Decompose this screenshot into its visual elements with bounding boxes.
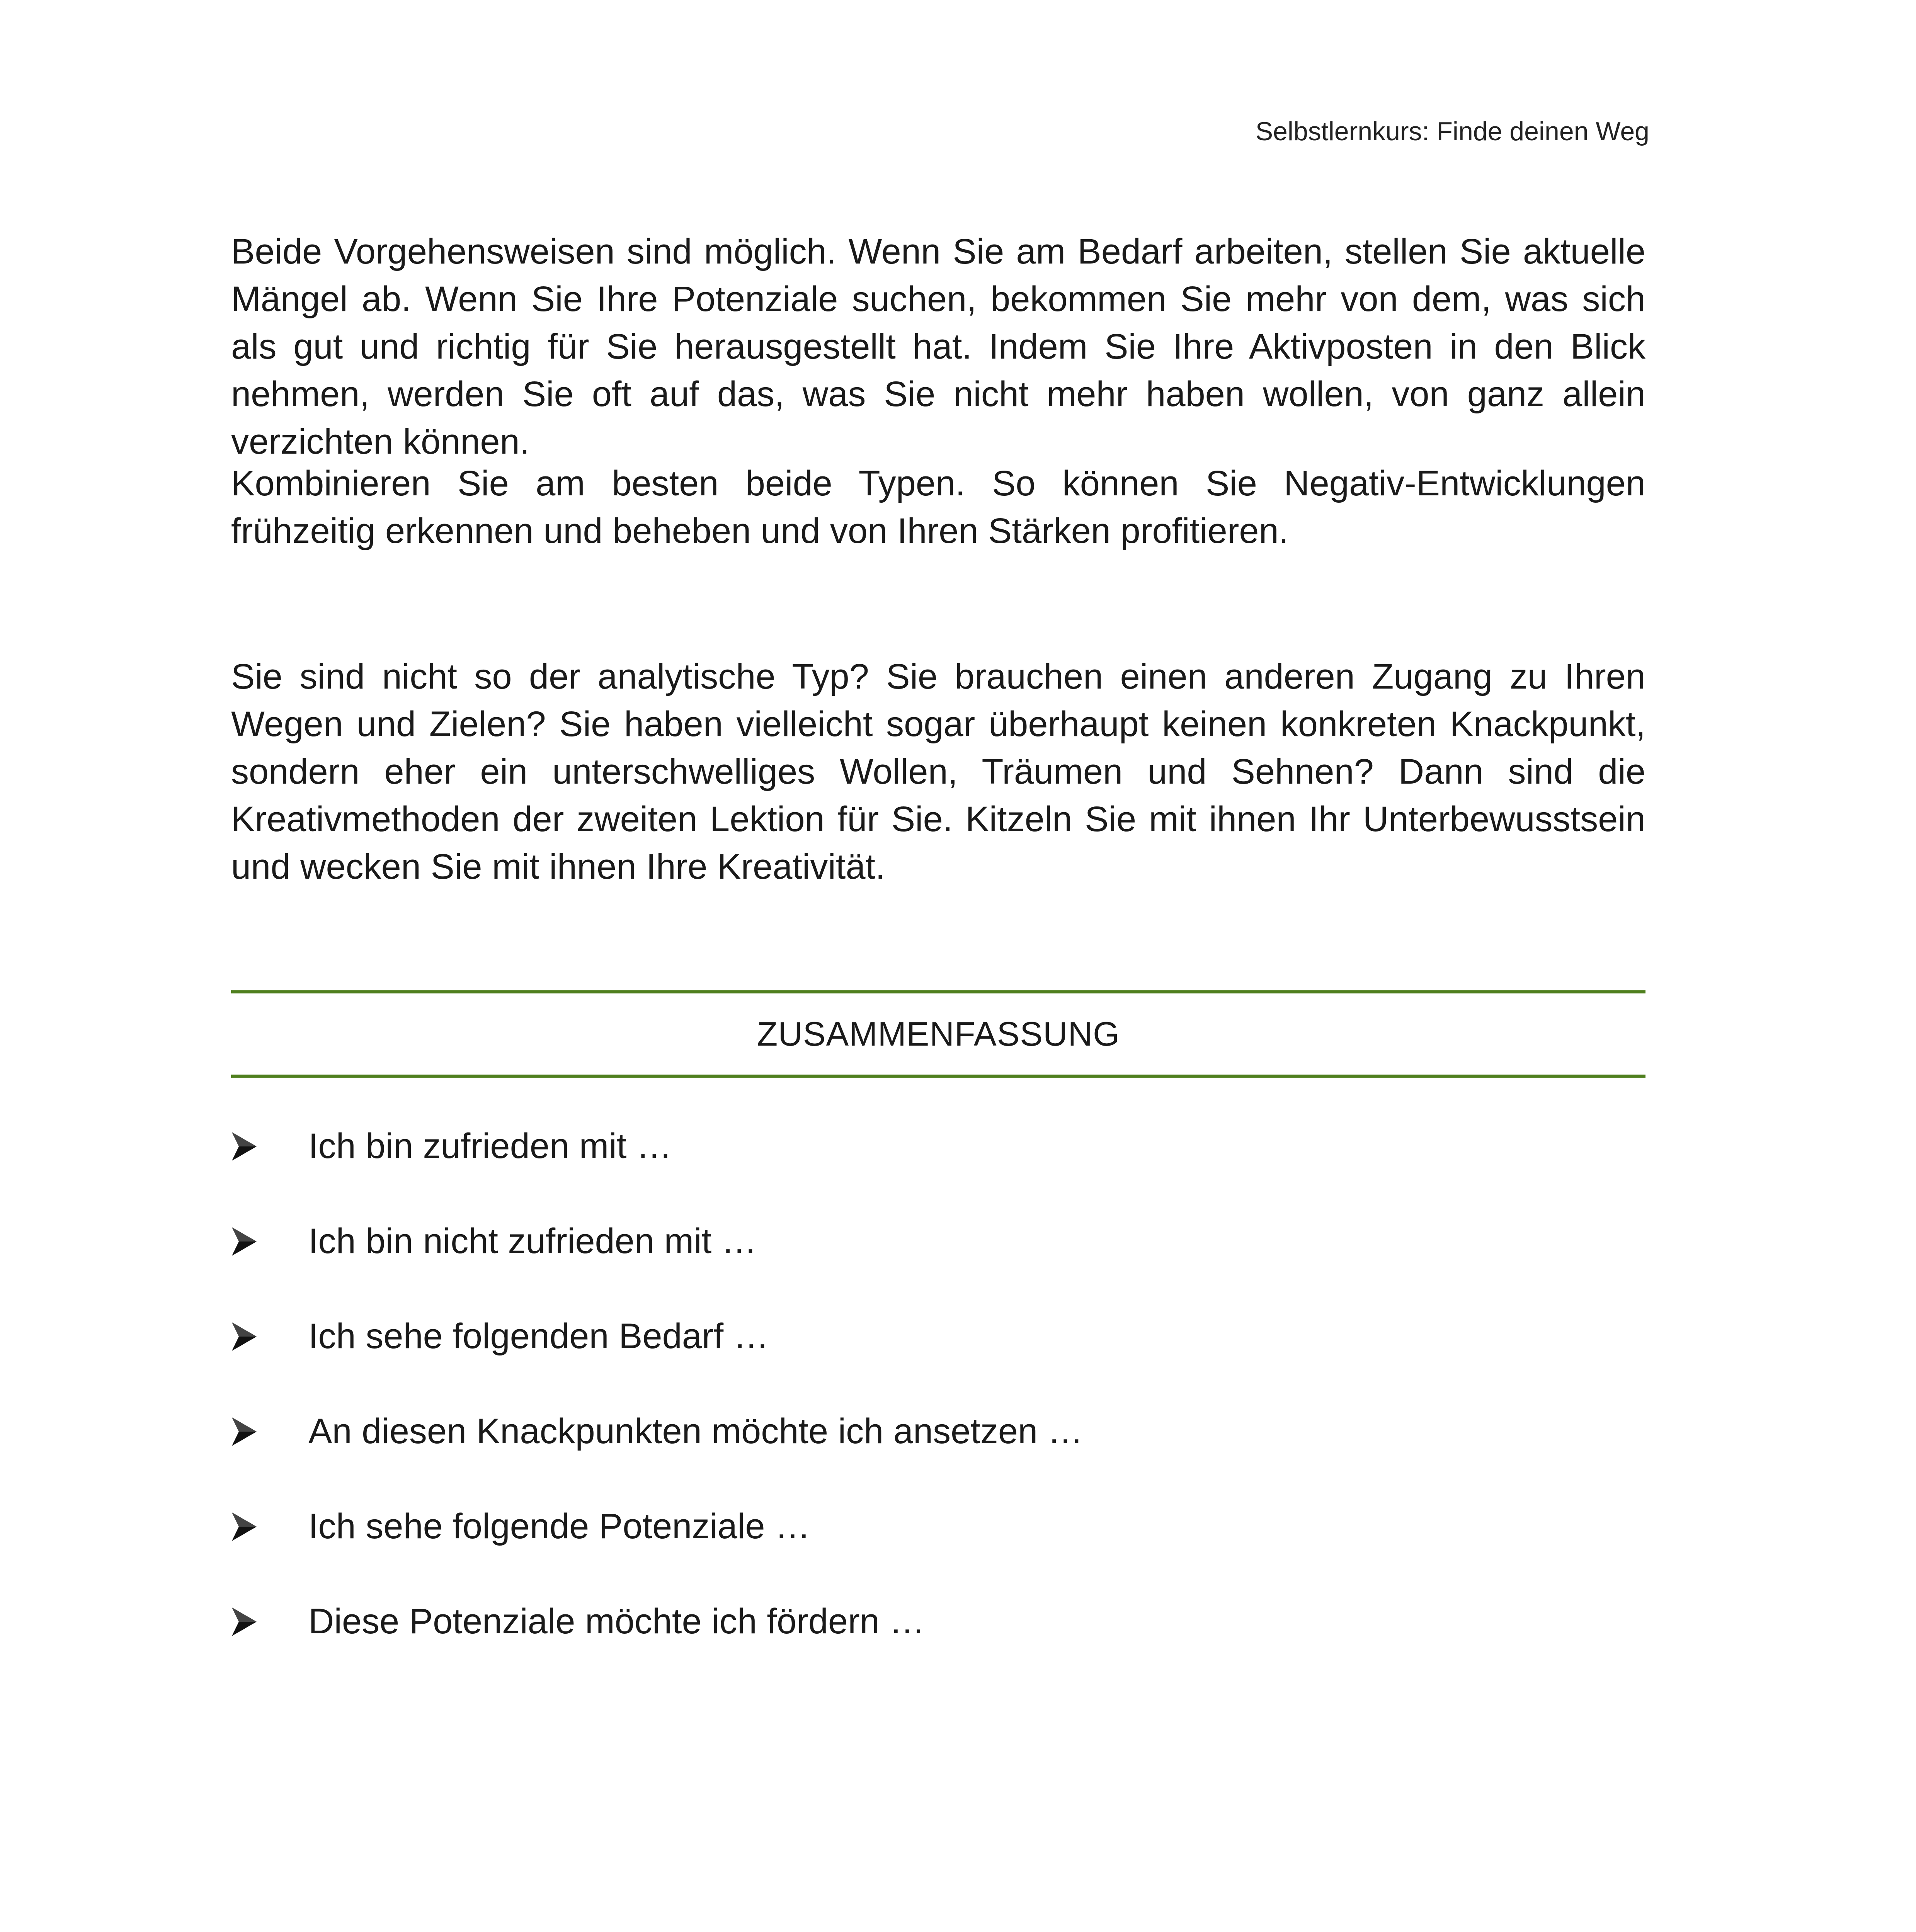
list-item — [231, 1218, 1645, 1265]
paragraph: Kombinieren Sie am besten beide Typen. So können Sie Negativ-Entwicklungen frühzeitig erkennen und beheben und von Ihren Stärken profitieren. — [231, 464, 1645, 551]
summary-heading-box — [231, 990, 1645, 1078]
summary-list — [231, 1122, 1645, 1693]
list-item-text: An diesen Knackpunkten möchte ich ansetzen … — [308, 1412, 1083, 1451]
list-item — [231, 1598, 1645, 1645]
list-item-text: Diese Potenziale möchte ich fördern … — [308, 1602, 925, 1641]
paragraph: Sie sind nicht so der analytische Typ? Sie brauchen einen anderen Zugang zu Ihren Wegen und Zielen? Sie haben vielleicht sogar überhaupt keinen konkreten Knackpunkt, sondern eher ein unterschwelliges Wollen, Träumen und Sehnen? Dann sind die Kreativmethoden der zweiten Lektion für Sie. Kitzeln Sie mit ihnen Ihr Unterbewusstsein und wecken Sie mit ihnen Ihre Kreativität. — [231, 657, 1645, 886]
list-item-text: Ich sehe folgende Potenziale … — [308, 1507, 811, 1546]
running-header: Selbstlernkurs: Finde deinen Weg — [1255, 117, 1649, 146]
list-item — [231, 1408, 1645, 1455]
list-item — [231, 1122, 1645, 1170]
arrow-bullet-icon — [231, 1417, 308, 1447]
arrow-bullet-icon — [231, 1512, 308, 1542]
arrow-bullet-icon — [231, 1607, 308, 1637]
summary-title: ZUSAMMENFASSUNG — [757, 1015, 1120, 1053]
list-item — [231, 1503, 1645, 1550]
list-item-text: Ich sehe folgenden Bedarf … — [308, 1316, 769, 1356]
list-item — [231, 1313, 1645, 1360]
arrow-bullet-icon — [231, 1321, 308, 1352]
paragraph: Beide Vorgehensweisen sind möglich. Wenn Sie am Bedarf arbeiten, stellen Sie aktuelle Mängel ab. Wenn Sie Ihre Potenziale suchen, bekommen Sie mehr von dem, was sich als gut und richtig für Sie herausgestellt hat. Indem Sie Ihre Aktivposten in den Blick nehmen, werden Sie oft auf das, was Sie nicht mehr haben wollen, von ganz allein verzichten können. — [231, 232, 1645, 461]
arrow-bullet-icon — [231, 1131, 308, 1162]
list-item-text: Ich bin zufrieden mit … — [308, 1126, 672, 1166]
arrow-bullet-icon — [231, 1226, 308, 1257]
list-item-text: Ich bin nicht zufrieden mit … — [308, 1221, 757, 1261]
